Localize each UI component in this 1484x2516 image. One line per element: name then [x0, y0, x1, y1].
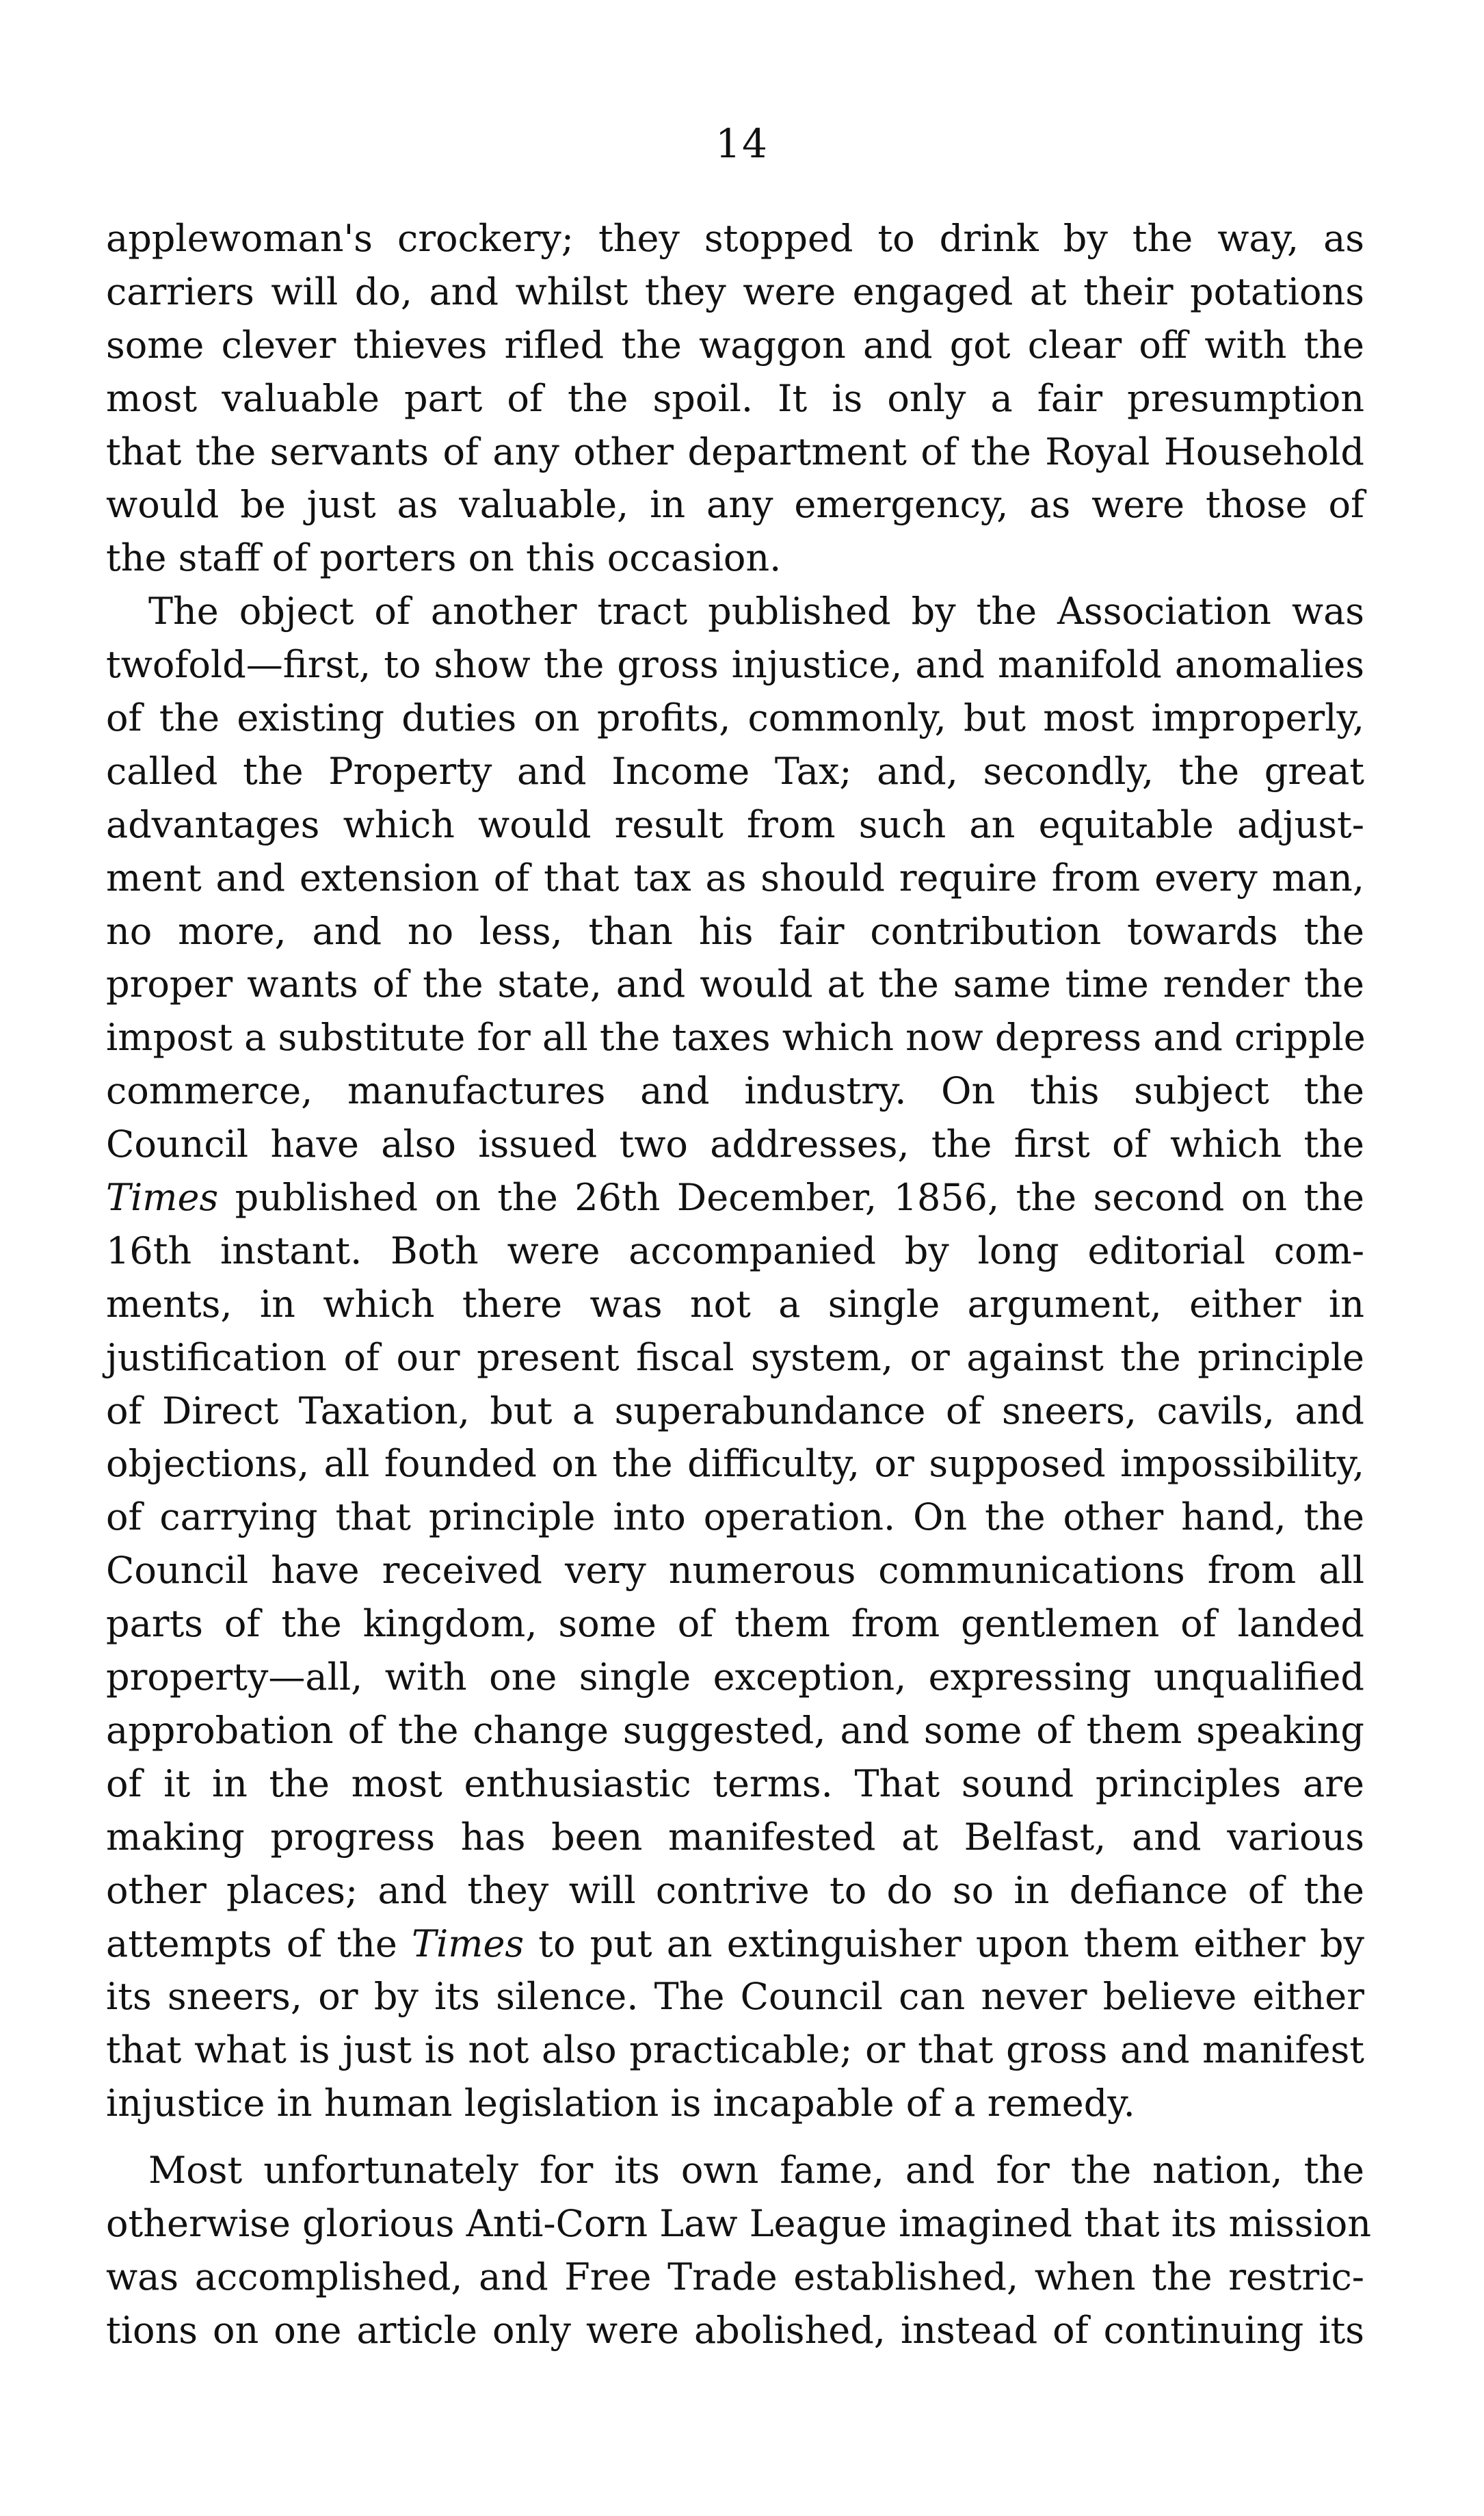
text-line: applewoman's crockery; they stopped to drink by the way, as [106, 217, 1364, 260]
text-line: other places; and they will contrive to do so in defiance of the [106, 1868, 1364, 1912]
times-italic: Times [411, 1922, 525, 1965]
times-italic: Times [106, 1176, 219, 1220]
text-line: Council have received very numerous communications from all [106, 1549, 1364, 1593]
text-line: of it in the most enthusiastic terms. That sound principles are [106, 1761, 1364, 1805]
text-line: twofold—first, to show the gross injustice, and manifold anomalies [106, 643, 1364, 687]
text-line: most valuable part of the spoil. It is only a fair presumption [106, 376, 1364, 420]
text-line: tions on one article only were abolished, instead of continuing its [106, 2308, 1364, 2352]
text-line: 16th instant. Both were accompanied by long editorial com- [106, 1229, 1364, 1272]
text-line-start: attempts of the [106, 1922, 397, 1965]
text-line: no more, and no less, than his fair contribution towards the [106, 909, 1364, 953]
text-line: injustice in human legislation is incapable of a remedy. [106, 2082, 1135, 2125]
text-line: that the servants of any other department of the Royal Household [106, 430, 1364, 473]
text-line: approbation of the change suggested, and some of them speaking [106, 1708, 1364, 1752]
text-line: its sneers, or by its silence. The Council can never believe either [106, 1975, 1364, 2019]
text-line: parts of the kingdom, some of them from gentlemen of landed [106, 1602, 1364, 1646]
text-line: some clever thieves rifled the waggon and got clear off with the [106, 323, 1364, 367]
text-line: justification of our present fiscal system, or against the principle [106, 1335, 1364, 1379]
text-line: Council have also issued two addresses, the first of which the [106, 1123, 1364, 1166]
body-text [106, 212, 1372, 2357]
text-line: commerce, manufactures and industry. On this subject the [106, 1069, 1364, 1113]
page-number: 14 [715, 120, 769, 167]
text-line: of Direct Taxation, but a superabundance of sneers, cavils, and [106, 1389, 1364, 1432]
paragraph-start-line: The object of another tract published by the Association was [148, 590, 1364, 633]
text-line [106, 1171, 1364, 1224]
text-line: ments, in which there was not a single argument, either in [106, 1282, 1364, 1326]
text-line: advantages which would result from such an equitable adjust- [106, 802, 1364, 846]
text-line: would be just as valuable, in any emergency, as were those of [106, 483, 1364, 527]
text-line: of carrying that principle into operation. On the other hand, the [106, 1495, 1364, 1539]
text-line: called the Property and Income Tax; and, secondly, the great [106, 749, 1364, 793]
text-line: was accomplished, and Free Trade established, when the restric- [106, 2255, 1364, 2298]
text-line: the staff of porters on this occasion. [106, 536, 782, 580]
text-line: property—all, with one single exception, expressing unqualified [106, 1655, 1364, 1699]
text-line-rest: to put an extinguisher upon them either by [538, 1922, 1365, 1965]
text-line: of the existing duties on profits, commonly, but most improperly, [106, 696, 1364, 740]
text-line: impost a substitute for all the taxes which now depress and cripple [106, 1016, 1366, 1060]
text-line: making progress has been manifested at Belfast, and various [106, 1815, 1364, 1859]
text-line: objections, all founded on the difficulty, or supposed impossibility, [106, 1442, 1364, 1486]
paragraph-start-line: Most unfortunately for its own fame, and for the nation, the [148, 2149, 1364, 2192]
text-line: ment and extension of that tax as should require from every man, [106, 856, 1364, 900]
text-line: otherwise glorious Anti-Corn Law League imagined that its mission [106, 2201, 1372, 2245]
text-line: carriers will do, and whilst they were engaged at their potations [106, 270, 1364, 313]
text-line [106, 1917, 1364, 1971]
text-line: proper wants of the state, and would at the same time render the [106, 962, 1364, 1006]
text-line-rest: published on the 26th December, 1856, the second on the [235, 1176, 1364, 1220]
text-line: that what is just is not also practicable; or that gross and manifest [106, 2028, 1364, 2072]
